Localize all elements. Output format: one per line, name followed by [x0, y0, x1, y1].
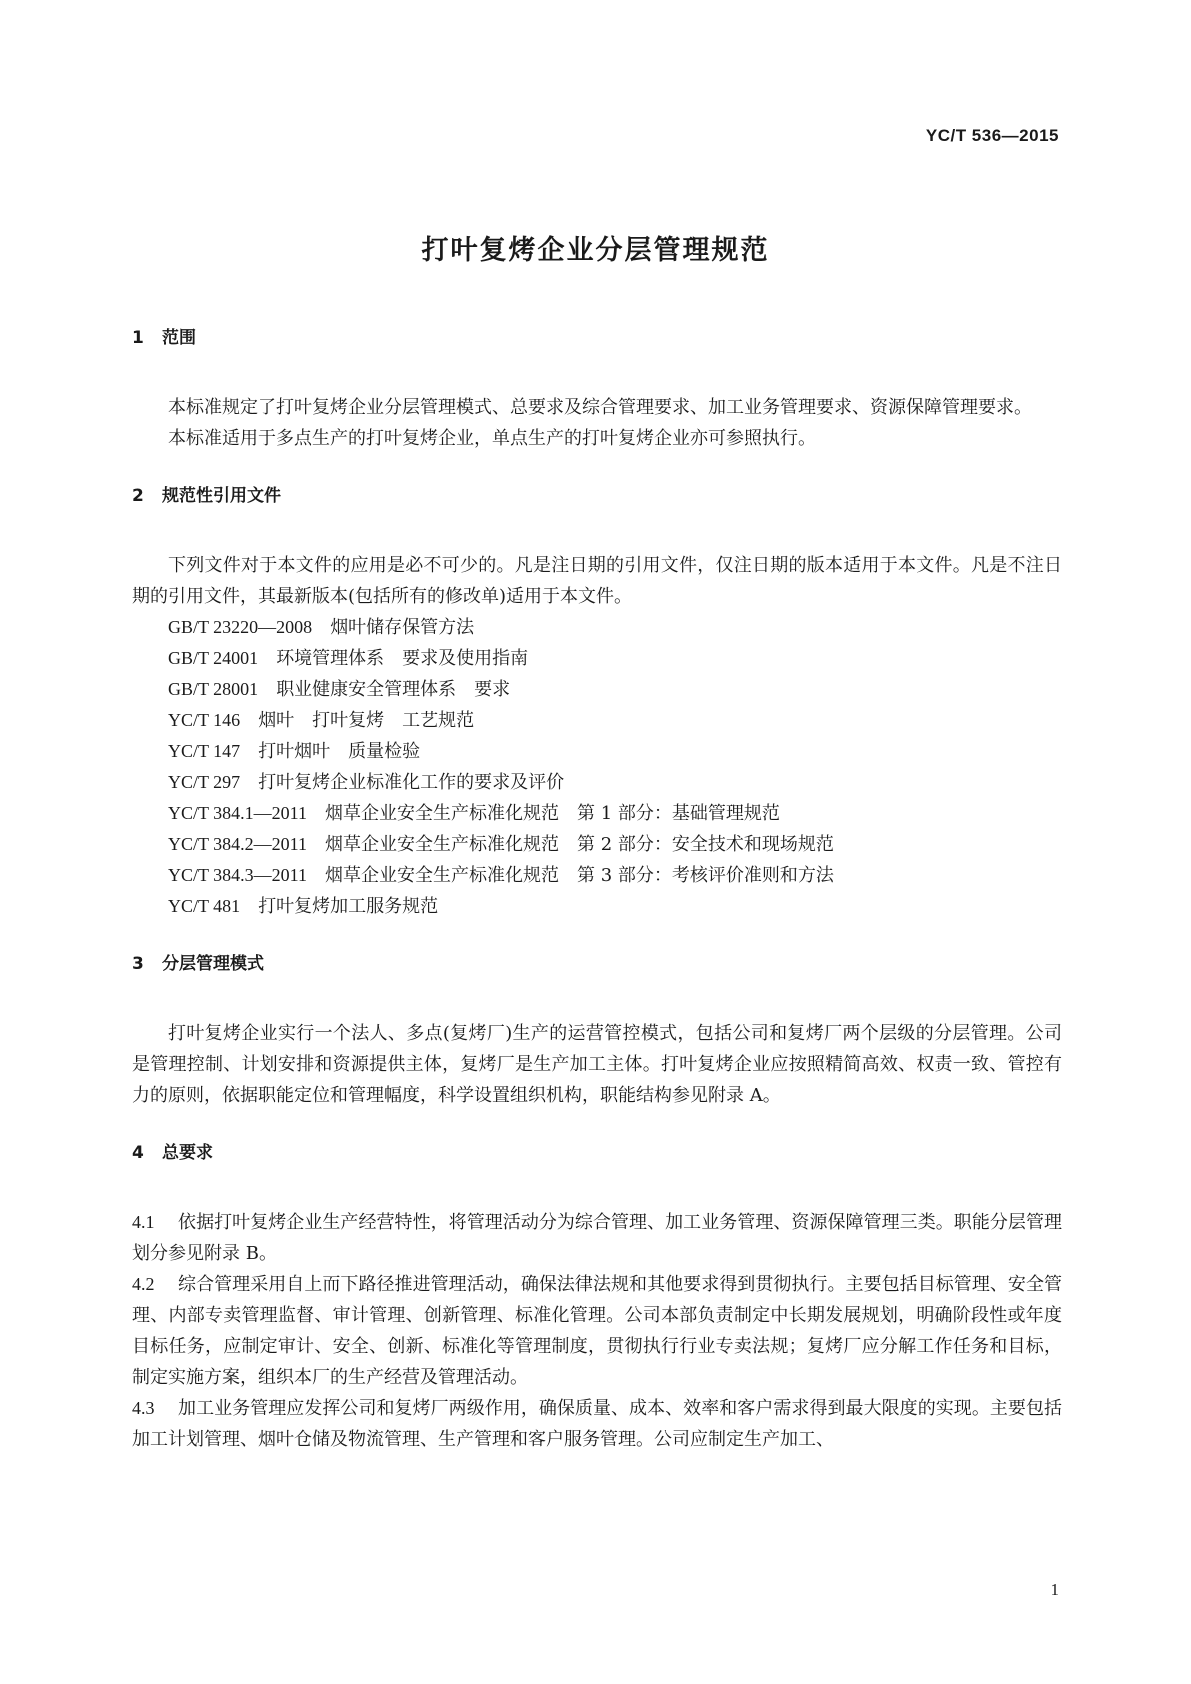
paragraph: 本标准规定了打叶复烤企业分层管理模式、总要求及综合管理要求、加工业务管理要求、资源保障管理要求。 — [168, 397, 1032, 418]
reference-item — [132, 705, 1062, 736]
section-heading — [132, 326, 1062, 350]
clause-number: 4.2 — [132, 1274, 155, 1294]
reference-item — [132, 612, 1062, 643]
section-title: 总要求 — [162, 1143, 213, 1163]
reference-title: 打叶复烤企业标准化工作的要求及评价 — [258, 772, 565, 793]
page-number: 1 — [1050, 1580, 1059, 1599]
reference-title: 职业健康安全管理体系 要求 — [276, 679, 511, 700]
paragraph: 打叶复烤企业实行一个法人、多点(复烤厂)生产的运营管控模式，包括公司和复烤厂两个层级的分层管理。公司是管理控制、计划安排和资源提供主体，复烤厂是生产加工主体。打叶复烤企业应按照精简高效、权责一致、管控有力的原则，依据职能定位和管理幅度，科学设置组织机构，职能结构参见附录 A。 — [132, 1023, 1062, 1106]
page-code: YC/T 536—2015 — [925, 126, 1059, 145]
paragraph: 本标准适用于多点生产的打叶复烤企业，单点生产的打叶复烤企业亦可参照执行。 — [168, 428, 816, 449]
document-title: 打叶复烤企业分层管理规范 — [421, 235, 770, 266]
section-heading — [132, 1141, 1062, 1165]
clause-number: 4.1 — [132, 1212, 155, 1232]
reference-code: YC/T 384.3—2011 — [168, 865, 308, 885]
reference-list — [132, 612, 1062, 922]
reference-title: 烟叶储存保管方法 — [330, 617, 475, 638]
section-scope — [132, 326, 1062, 454]
section-heading — [132, 484, 1062, 508]
reference-title: 烟草企业安全生产标准化规范 第 2 部分：安全技术和现场规范 — [325, 834, 834, 855]
reference-item — [132, 860, 1062, 891]
section-title: 范围 — [162, 328, 196, 348]
section-heading — [132, 952, 1062, 976]
reference-code: YC/T 481 — [168, 896, 241, 916]
clause — [132, 1393, 1062, 1455]
reference-code: YC/T 146 — [168, 710, 241, 730]
reference-title: 环境管理体系 要求及使用指南 — [276, 648, 529, 669]
section-number: 4 — [132, 1143, 144, 1163]
reference-code: YC/T 147 — [168, 741, 241, 761]
reference-item — [132, 767, 1062, 798]
clause — [132, 1207, 1062, 1269]
paragraph: 下列文件对于本文件的应用是必不可少的。凡是注日期的引用文件，仅注日期的版本适用于本文件。凡是不注日期的引用文件，其最新版本(包括所有的修改单)适用于本文件。 — [132, 555, 1062, 607]
section-number: 1 — [132, 328, 144, 348]
clause-text: 依据打叶复烤企业生产经营特性，将管理活动分为综合管理、加工业务管理、资源保障管理三类。职能分层管理划分参见附录 B。 — [132, 1212, 1062, 1264]
reference-code: YC/T 384.2—2011 — [168, 834, 308, 854]
section-title: 分层管理模式 — [162, 954, 264, 974]
reference-code: YC/T 297 — [168, 772, 241, 792]
reference-code: GB/T 24001 — [168, 648, 259, 668]
section-layered-management-mode — [132, 952, 1062, 1111]
clause-text: 综合管理采用自上而下路径推进管理活动，确保法律法规和其他要求得到贯彻执行。主要包括目标管理、安全管理、内部专卖管理监督、审计管理、创新管理、标准化管理。公司本部负责制定中长期发展规划，明确阶段性或年度目标任务，应制定审计、安全、创新、标准化等管理制度，贯彻执行行业专卖法规；复烤厂应分解工作任务和目标，制定实施方案，组织本厂的生产经营及管理活动。 — [132, 1274, 1062, 1388]
reference-item — [132, 891, 1062, 922]
reference-code: GB/T 28001 — [168, 679, 259, 699]
reference-item — [132, 798, 1062, 829]
section-general-requirements — [132, 1141, 1062, 1455]
document-body — [132, 326, 1062, 1455]
reference-title: 烟草企业安全生产标准化规范 第 3 部分：考核评价准则和方法 — [325, 865, 834, 886]
reference-item — [132, 829, 1062, 860]
reference-code: GB/T 23220—2008 — [168, 617, 313, 637]
clause-text: 加工业务管理应发挥公司和复烤厂两级作用，确保质量、成本、效率和客户需求得到最大限度的实现。主要包括加工计划管理、烟叶仓储及物流管理、生产管理和客户服务管理。公司应制定生产加工、 — [132, 1398, 1062, 1450]
reference-item — [132, 674, 1062, 705]
clause — [132, 1269, 1062, 1393]
section-number: 2 — [132, 486, 144, 506]
section-normative-references — [132, 484, 1062, 922]
section-title: 规范性引用文件 — [162, 486, 281, 506]
reference-item — [132, 736, 1062, 767]
reference-title: 烟叶 打叶复烤 工艺规范 — [258, 710, 475, 731]
section-number: 3 — [132, 954, 144, 974]
reference-item — [132, 643, 1062, 674]
reference-code: YC/T 384.1—2011 — [168, 803, 308, 823]
clause-number: 4.3 — [132, 1398, 155, 1418]
reference-title: 打叶烟叶 质量检验 — [258, 741, 421, 762]
reference-title: 烟草企业安全生产标准化规范 第 1 部分：基础管理规范 — [325, 803, 780, 824]
reference-title: 打叶复烤加工服务规范 — [258, 896, 439, 917]
